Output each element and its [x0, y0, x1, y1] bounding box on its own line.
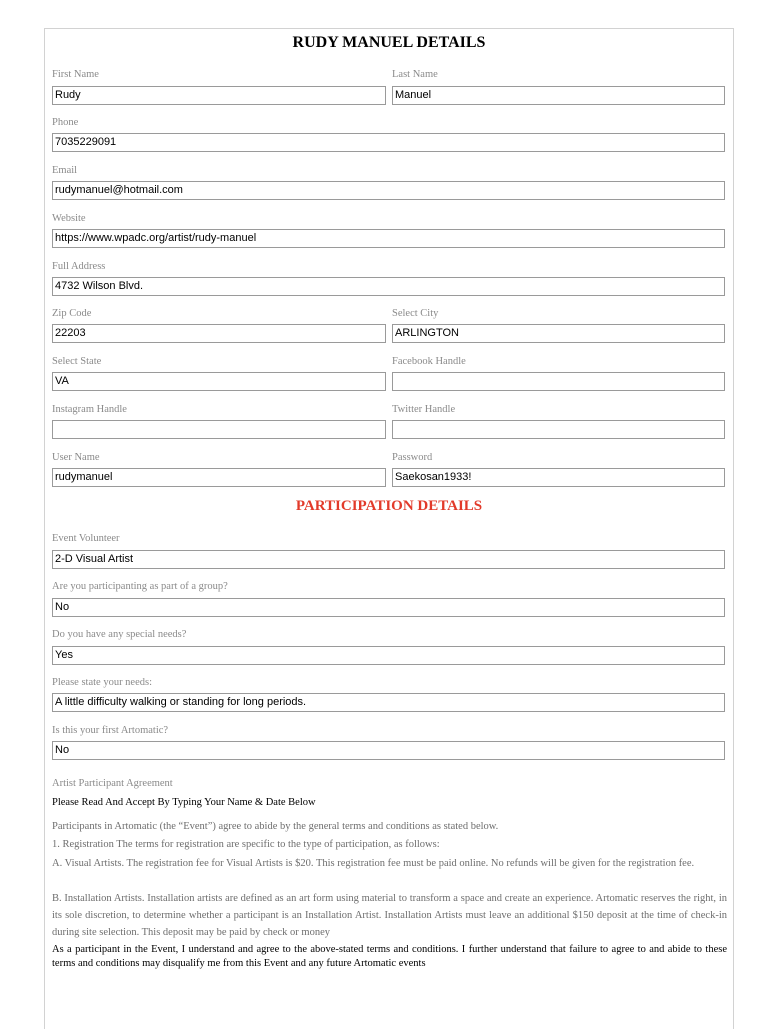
zip-value: 22203: [55, 327, 86, 339]
state-value: VA: [55, 375, 69, 387]
last-name-field[interactable]: [392, 86, 725, 105]
website-value: https://www.wpadc.org/artist/rudy-manuel: [55, 232, 257, 244]
facebook-label: Facebook Handle: [392, 356, 466, 367]
address-label: Full Address: [52, 261, 106, 272]
first-name-field[interactable]: [52, 86, 386, 105]
special-needs-value: Yes: [55, 649, 73, 661]
state-select[interactable]: [52, 372, 386, 391]
group-value: No: [55, 601, 70, 613]
zip-label: Zip Code: [52, 308, 92, 319]
agreement-installation-artists: B. Installation Artists. Installation artists are defined as an art form using material to transform a space and create an experience. Artomatic reserves the right, in its sole discretion, to determine whether a participant is an Installation Artist. Installation Artists must leave an additional $150 deposit at the time of check-in during site selection. This deposit may be paid by check or money: [52, 893, 727, 938]
password-label: Password: [392, 452, 433, 463]
first-artomatic-field[interactable]: [52, 741, 725, 760]
agreement-instruction: Please Read And Accept By Typing Your Name & Date Below: [52, 797, 316, 808]
city-label: Select City: [392, 308, 439, 319]
phone-field[interactable]: [52, 133, 725, 152]
zip-field[interactable]: [52, 324, 386, 343]
needs-detail-field[interactable]: [52, 693, 725, 712]
last-name-value: Manuel: [395, 89, 432, 101]
participation-title: PARTICIPATION DETAILS: [295, 498, 483, 514]
agreement-intro: Participants in Artomatic (the “Event”) agree to abide by the general terms and conditions as stated below.: [52, 821, 499, 832]
agreement-label: Artist Participant Agreement: [52, 778, 173, 789]
instagram-field[interactable]: [52, 420, 386, 439]
volunteer-label: Event Volunteer: [52, 533, 120, 544]
needs-detail-label: Please state your needs:: [52, 677, 153, 688]
username-label: User Name: [52, 452, 100, 463]
phone-value: 7035229091: [55, 136, 117, 148]
state-label: Select State: [52, 356, 102, 367]
twitter-field[interactable]: [392, 420, 725, 439]
agreement-registration: 1. Registration The terms for registration are specific to the type of participation, as follows:: [52, 839, 440, 850]
form-frame: [44, 28, 734, 1029]
facebook-field[interactable]: [392, 372, 725, 391]
first-name-label: First Name: [52, 69, 99, 80]
group-label: Are you participanting as part of a group?: [52, 581, 228, 592]
agreement-acceptance: As a participant in the Event, I understand and agree to the above-stated terms and conditions. I further understand that failure to agree to and abide to these terms and conditions may disqualify me from this Event and any future Artomatic events: [52, 944, 727, 969]
password-field[interactable]: [392, 468, 725, 487]
first-name-value: Rudy: [55, 89, 81, 101]
page-title: RUDY MANUEL DETAILS: [292, 34, 486, 51]
email-label: Email: [52, 165, 78, 176]
instagram-label: Instagram Handle: [52, 404, 127, 415]
username-value: rudymanuel: [55, 471, 113, 483]
email-value: rudymanuel@hotmail.com: [55, 184, 183, 196]
username-field[interactable]: [52, 468, 386, 487]
volunteer-field[interactable]: [52, 550, 725, 569]
group-field[interactable]: [52, 598, 725, 617]
first-artomatic-label: Is this your first Artomatic?: [52, 725, 169, 736]
password-value: Saekosan1933!: [395, 471, 472, 483]
address-field[interactable]: [52, 277, 725, 296]
agreement-visual-artists: A. Visual Artists. The registration fee for Visual Artists is $20. This registration fee must be paid online. No refunds will be given for the registration fee.: [52, 858, 695, 869]
special-needs-label: Do you have any special needs?: [52, 629, 187, 640]
city-select[interactable]: [392, 324, 725, 343]
last-name-label: Last Name: [392, 69, 438, 80]
special-needs-field[interactable]: [52, 646, 725, 665]
phone-label: Phone: [52, 117, 79, 128]
twitter-label: Twitter Handle: [392, 404, 456, 415]
website-field[interactable]: [52, 229, 725, 248]
email-field[interactable]: [52, 181, 725, 200]
address-value: 4732 Wilson Blvd.: [55, 280, 144, 292]
first-artomatic-value: No: [55, 744, 70, 756]
website-label: Website: [52, 213, 86, 224]
city-value: ARLINGTON: [395, 327, 459, 339]
volunteer-value: 2-D Visual Artist: [55, 553, 134, 565]
needs-detail-value: A little difficulty walking or standing for long periods.: [55, 696, 307, 708]
